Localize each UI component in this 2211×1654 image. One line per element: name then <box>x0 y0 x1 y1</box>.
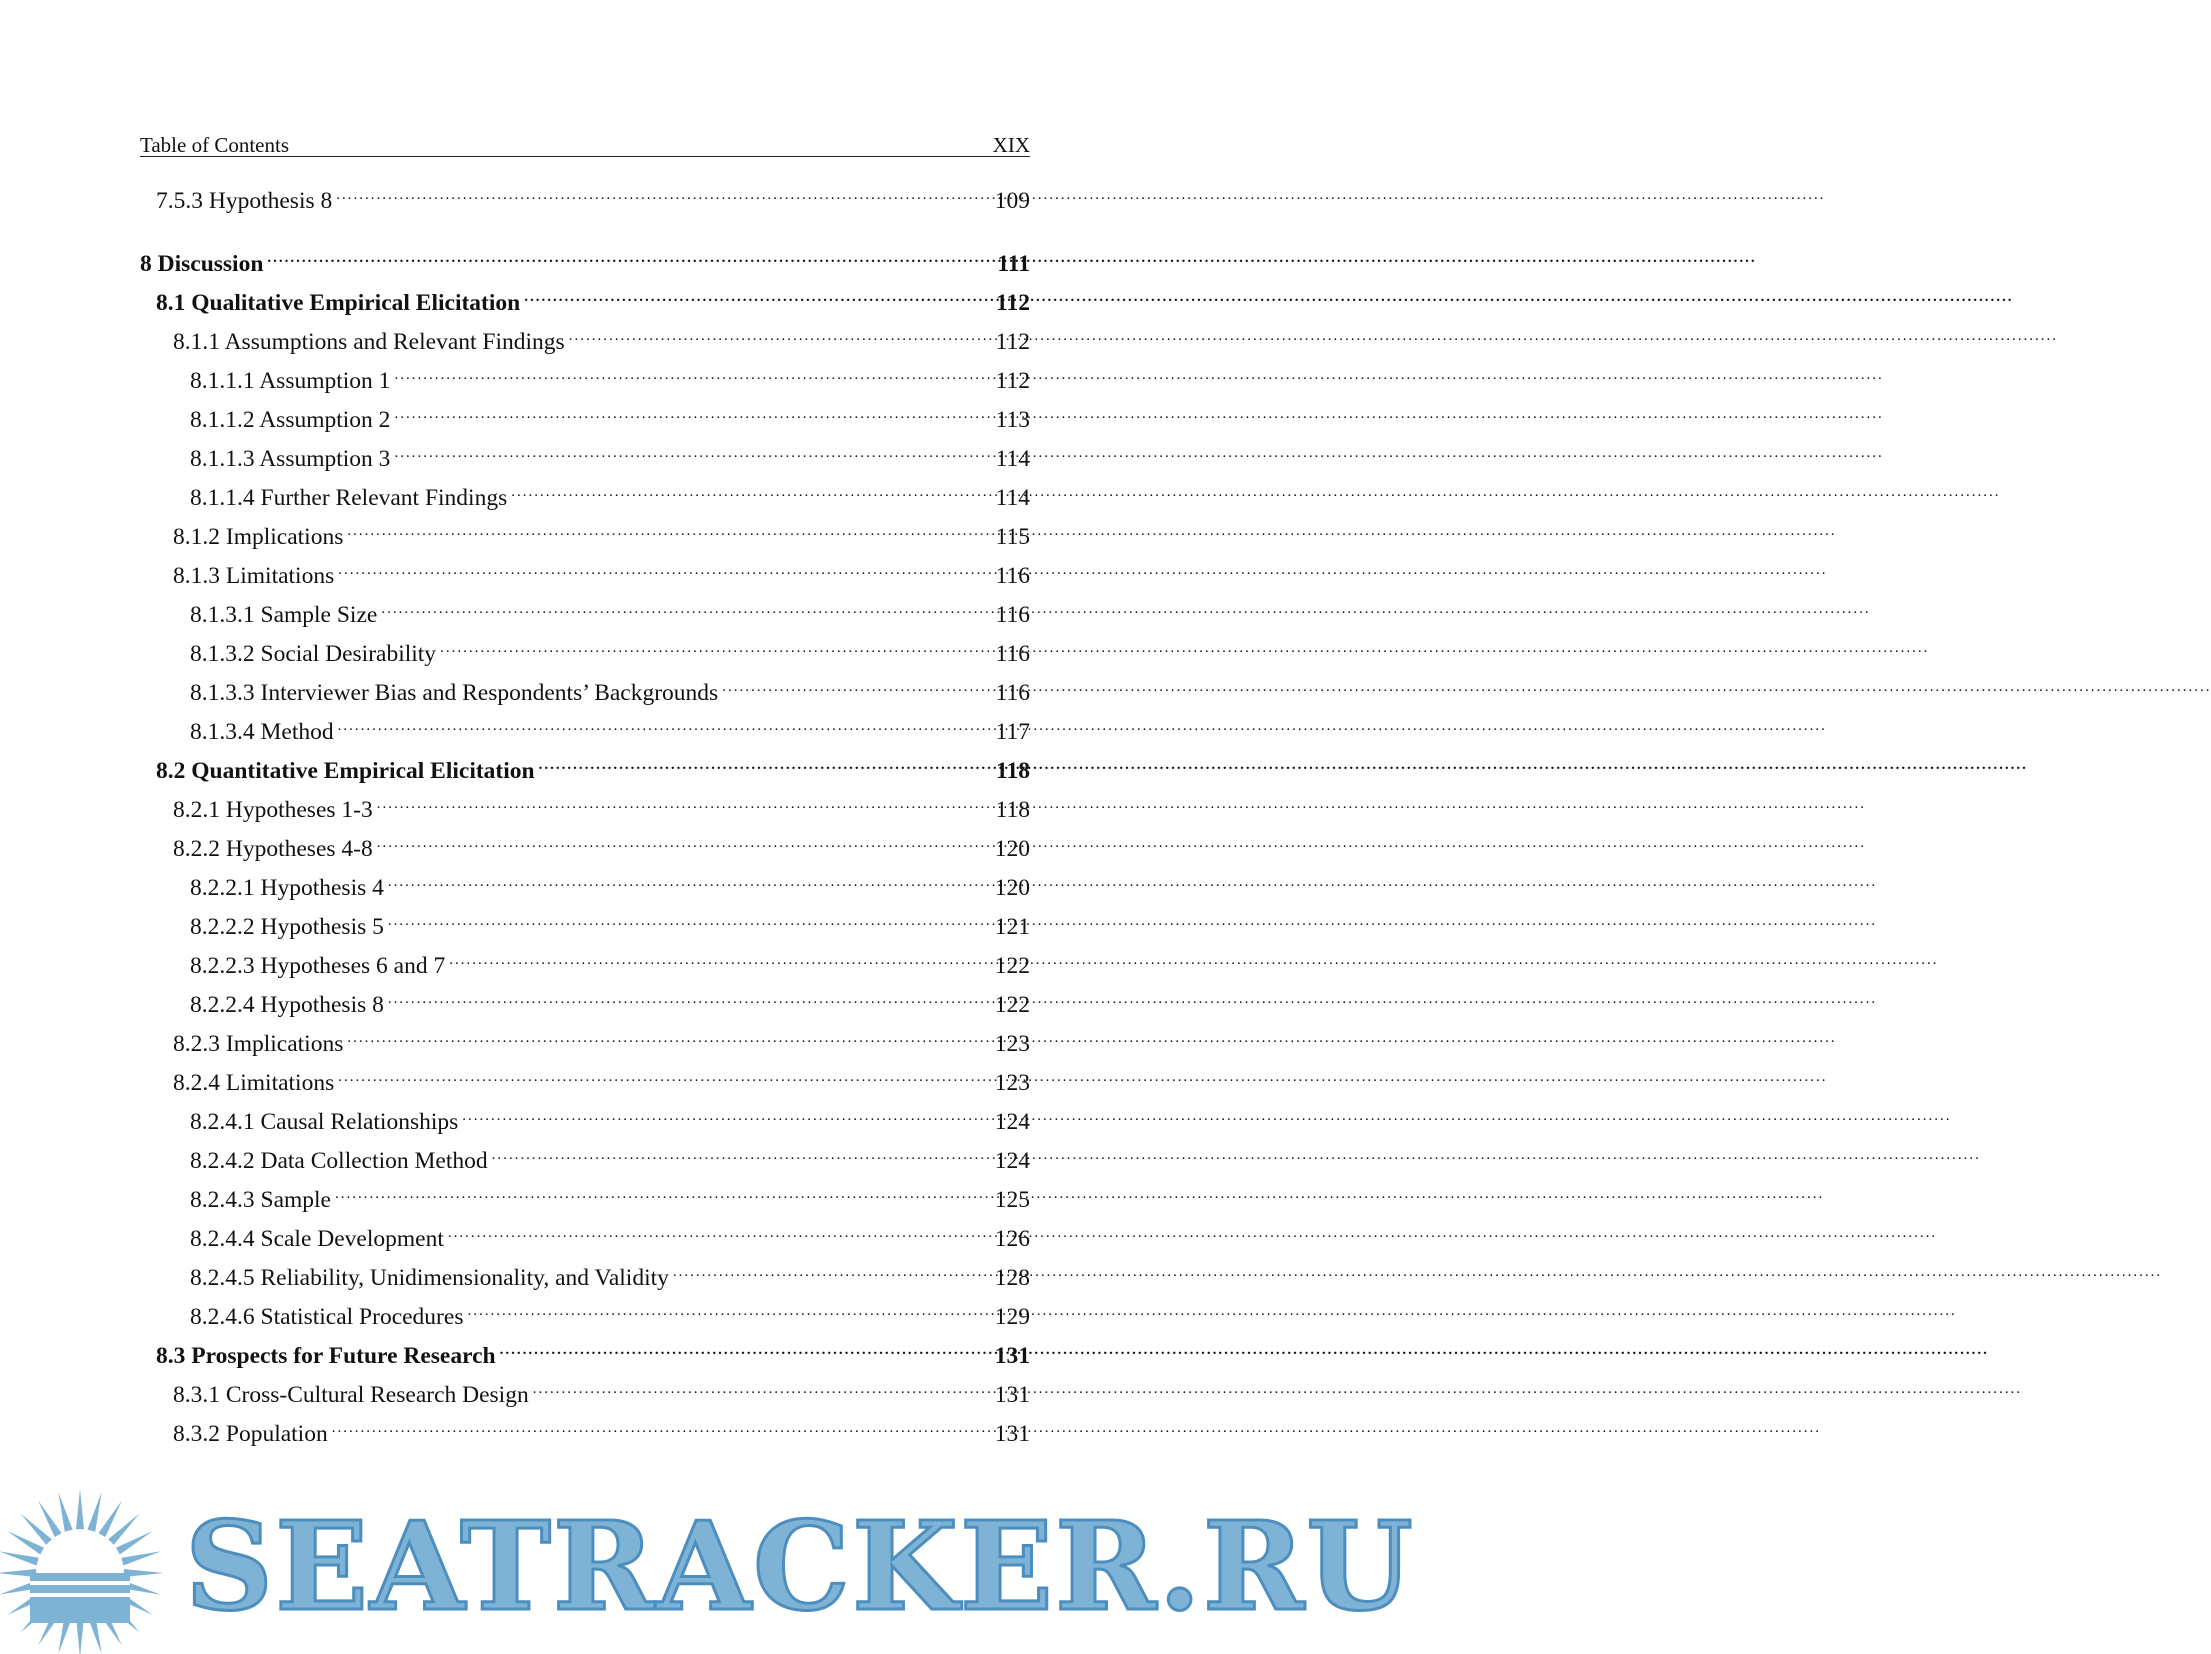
toc-entry-page: 120 <box>994 836 1030 862</box>
watermark <box>0 1485 1415 1654</box>
header-page-number: XIX <box>992 133 1030 157</box>
toc-dot-leader <box>511 473 990 505</box>
toc-entry[interactable] <box>140 434 1030 472</box>
toc-dot-leader <box>500 1331 990 1363</box>
toc-entry-page: 116 <box>995 680 1030 706</box>
toc-entry-page: 123 <box>994 1031 1030 1057</box>
toc-entry-title: 8.1.3 Limitations <box>173 563 335 589</box>
toc-entry-page: 125 <box>994 1187 1030 1213</box>
sun-ray <box>88 1492 102 1532</box>
toc-dot-leader <box>336 176 990 208</box>
toc-entry-page: 109 <box>994 188 1030 214</box>
toc-dot-leader <box>338 707 990 739</box>
toc-entry-page: 114 <box>995 446 1030 472</box>
toc-entry-title: 8.2.4.3 Sample <box>190 1187 331 1213</box>
toc-entry-page: 117 <box>995 719 1030 745</box>
toc-dot-leader <box>394 395 990 427</box>
header-section-title: Table of Contents <box>140 133 289 157</box>
toc-dot-leader <box>338 1058 990 1090</box>
toc-dot-leader <box>440 629 990 661</box>
toc-entry[interactable] <box>140 980 1030 1018</box>
watermark-text: SEATRACKER.RU <box>185 1494 1415 1638</box>
toc-entry[interactable] <box>140 668 1030 706</box>
toc-entry-title: 8.1.1.2 Assumption 2 <box>190 407 391 433</box>
toc-dot-leader <box>388 863 990 895</box>
toc-entry[interactable] <box>140 1331 1030 1369</box>
toc-entry-page: 128 <box>994 1265 1030 1291</box>
toc-entry-page: 121 <box>994 914 1030 940</box>
toc-dot-leader <box>381 590 990 622</box>
toc-entry-title: 8.1.3.1 Sample Size <box>190 602 378 628</box>
toc-entry-title: 8.1.3.4 Method <box>190 719 334 745</box>
toc-entry-title: 8.1.1.1 Assumption 1 <box>190 368 391 394</box>
toc-entry[interactable] <box>140 902 1030 940</box>
toc-entry[interactable] <box>140 707 1030 745</box>
toc-entry[interactable] <box>140 512 1030 550</box>
toc-dot-leader <box>569 317 990 349</box>
toc-entry-title: 8.2.2.3 Hypotheses 6 and 7 <box>190 953 446 979</box>
toc-dot-leader <box>462 1097 990 1129</box>
toc-entry-page: 129 <box>994 1304 1030 1330</box>
toc-entry-page: 118 <box>995 797 1030 823</box>
toc-dot-leader <box>448 1214 990 1246</box>
toc-entry[interactable] <box>140 1370 1030 1408</box>
toc-entry[interactable] <box>140 1175 1030 1213</box>
toc-entry-title: 8.2.2.1 Hypothesis 4 <box>190 875 384 901</box>
sun-ray <box>76 1489 84 1529</box>
toc-entry-page: 126 <box>994 1226 1030 1252</box>
toc-dot-leader <box>377 824 990 856</box>
toc-entry[interactable] <box>140 1097 1030 1135</box>
toc-entry[interactable] <box>140 356 1030 394</box>
toc-entry-title: 8.3.1 Cross-Cultural Research Design <box>173 1382 529 1408</box>
toc-entry-page: 112 <box>995 329 1030 355</box>
toc-entry[interactable] <box>140 473 1030 511</box>
toc-dot-leader <box>332 1409 990 1441</box>
toc-entry-page: 112 <box>995 368 1030 394</box>
toc-entry-title: 8.2 Quantitative Empirical Elicitation <box>156 758 535 784</box>
sun-ray <box>58 1492 72 1532</box>
sun-ray <box>121 1551 161 1565</box>
toc-entry-title: 8.2.2 Hypotheses 4-8 <box>173 836 373 862</box>
page-header <box>140 132 1030 157</box>
toc-entry[interactable] <box>140 176 1030 214</box>
toc-entry-title: 8.3 Prospects for Future Research <box>156 1343 496 1369</box>
toc-entry[interactable] <box>140 278 1030 316</box>
toc-dot-leader <box>539 746 990 778</box>
toc-entry[interactable] <box>140 863 1030 901</box>
toc-entry[interactable] <box>140 395 1030 433</box>
toc-entry[interactable] <box>140 1409 1030 1447</box>
toc-entry-page: 111 <box>997 251 1030 277</box>
toc-entry[interactable] <box>140 1292 1030 1330</box>
toc-entry-title: 8.1.3.3 Interviewer Bias and Respondents’ Backgrounds <box>190 680 719 706</box>
toc-dot-leader <box>492 1136 990 1168</box>
toc-entry[interactable] <box>140 746 1030 784</box>
toc-entry[interactable] <box>140 317 1030 355</box>
toc-entry-title: 8 Discussion <box>140 251 264 277</box>
toc-dot-leader <box>267 239 990 271</box>
toc-entry-page: 131 <box>994 1343 1030 1369</box>
toc-entry-page: 118 <box>996 758 1030 784</box>
toc-entry-title: 8.2.1 Hypotheses 1-3 <box>173 797 373 823</box>
toc-entry-page: 112 <box>996 290 1030 316</box>
toc-dot-leader <box>449 941 990 973</box>
toc-entry-title: 8.1 Qualitative Empirical Elicitation <box>156 290 521 316</box>
toc-entry-title: 8.2.4.4 Scale Development <box>190 1226 444 1252</box>
toc-entry-title: 8.2.4 Limitations <box>173 1070 335 1096</box>
toc-entry-title: 8.1.3.2 Social Desirability <box>190 641 437 667</box>
toc-dot-leader <box>388 980 990 1012</box>
toc-entry-page: 131 <box>994 1382 1030 1408</box>
toc-dot-leader <box>377 785 990 817</box>
toc-entry-page: 123 <box>994 1070 1030 1096</box>
toc-entry[interactable] <box>140 1019 1030 1057</box>
toc-dot-leader <box>394 356 990 388</box>
toc-dot-leader <box>524 278 990 310</box>
toc-dot-leader <box>722 668 990 700</box>
toc-entry-page: 116 <box>995 563 1030 589</box>
toc-entry[interactable] <box>140 629 1030 667</box>
toc-entry-title: 8.2.4.2 Data Collection Method <box>190 1148 488 1174</box>
toc-entry-title: 8.2.2.4 Hypothesis 8 <box>190 992 384 1018</box>
toc-entry-page: 124 <box>994 1109 1030 1135</box>
toc-entry-title: 8.1.1 Assumptions and Relevant Findings <box>173 329 565 355</box>
toc-entry[interactable] <box>140 941 1030 979</box>
toc-entry[interactable] <box>140 551 1030 589</box>
toc-entry[interactable] <box>140 590 1030 628</box>
toc-dot-leader <box>394 434 990 466</box>
toc-entry-page: 116 <box>995 641 1030 667</box>
toc-entry-title: 8.3.2 Population <box>173 1421 328 1447</box>
toc-entry-page: 120 <box>994 875 1030 901</box>
toc-entry-title: 8.1.1.4 Further Relevant Findings <box>190 485 508 511</box>
toc-entry-title: 8.1.2 Implications <box>173 524 344 550</box>
toc-entry[interactable] <box>140 824 1030 862</box>
toc-dot-leader <box>335 1175 990 1207</box>
toc-entry-title: 8.2.3 Implications <box>173 1031 344 1057</box>
toc-dot-leader <box>533 1370 990 1402</box>
toc-entry[interactable] <box>140 1214 1030 1252</box>
toc-dot-leader <box>673 1253 990 1285</box>
toc-entry-page: 113 <box>995 407 1030 433</box>
toc-entry-page: 115 <box>995 524 1030 550</box>
toc-entry-page: 131 <box>994 1421 1030 1447</box>
toc-entry-page: 122 <box>994 992 1030 1018</box>
toc-entry[interactable] <box>140 1136 1030 1174</box>
toc-dot-leader <box>338 551 990 583</box>
toc-entry-page: 124 <box>994 1148 1030 1174</box>
toc-entry-title: 7.5.3 Hypothesis 8 <box>156 188 333 214</box>
toc-entry-title: 8.2.4.1 Causal Relationships <box>190 1109 459 1135</box>
toc-entry[interactable] <box>140 1058 1030 1096</box>
toc-entry-page: 122 <box>994 953 1030 979</box>
toc-dot-leader <box>388 902 990 934</box>
toc-entry-title: 8.1.1.3 Assumption 3 <box>190 446 391 472</box>
toc-dot-leader <box>467 1292 990 1324</box>
toc-dot-leader <box>347 1019 990 1051</box>
toc-entry-title: 8.2.4.5 Reliability, Unidimensionality, and Validity <box>190 1265 669 1291</box>
toc-entry[interactable] <box>140 785 1030 823</box>
toc-entry-page: 116 <box>995 602 1030 628</box>
sun-icon <box>0 1485 175 1654</box>
sun-ray <box>0 1551 39 1565</box>
toc-dot-leader <box>347 512 990 544</box>
toc-entry[interactable] <box>140 239 1030 277</box>
toc-entry-page: 114 <box>995 485 1030 511</box>
toc-entry-title: 8.2.4.6 Statistical Procedures <box>190 1304 464 1330</box>
toc-entry-title: 8.2.2.2 Hypothesis 5 <box>190 914 384 940</box>
toc-entry[interactable] <box>140 1253 1030 1291</box>
